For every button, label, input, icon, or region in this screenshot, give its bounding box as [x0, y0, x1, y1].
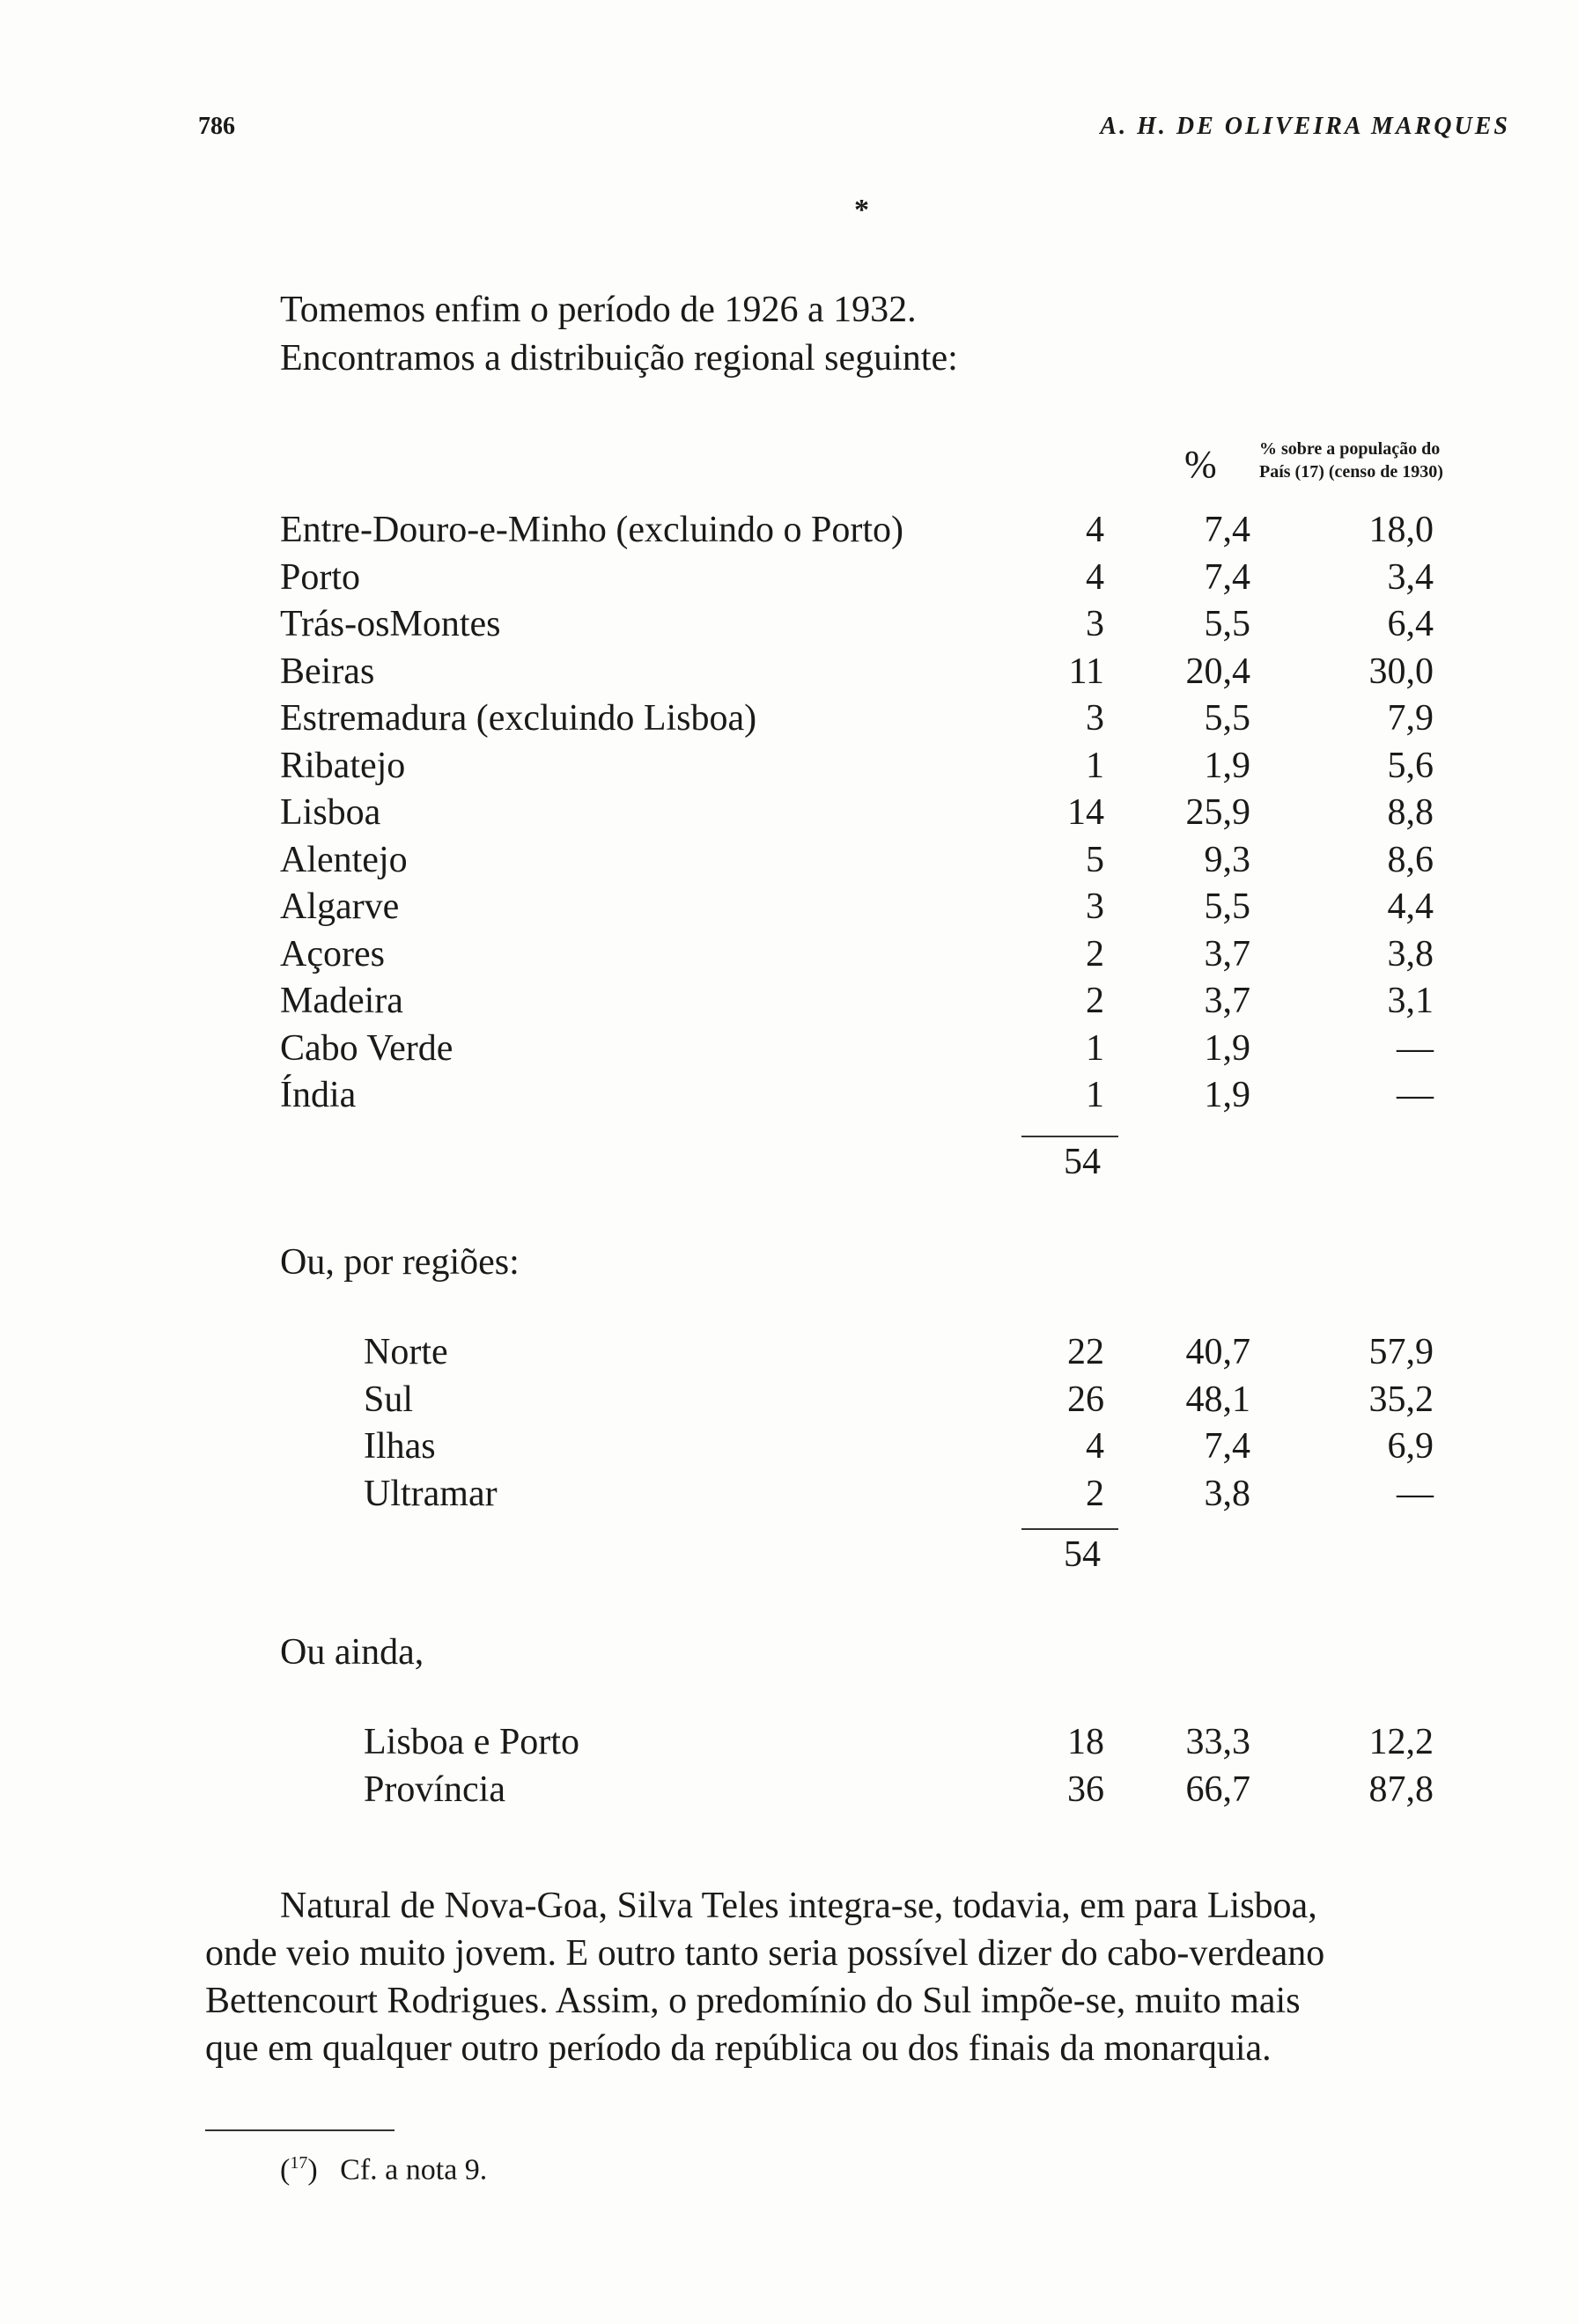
region-row: [0, 651, 1578, 696]
footnote-mark: 17: [290, 2153, 308, 2173]
footnote: ($^{17}$) Cf. a nota 9.: [280, 2153, 488, 2187]
by-region-population-percent: 57,9: [1368, 1332, 1434, 1372]
ainda-heading: Ou ainda,: [280, 1632, 424, 1673]
ainda-percent: 66,7: [1185, 1769, 1250, 1810]
region-label: Porto: [280, 556, 361, 598]
region-row: [0, 556, 1578, 602]
region-label: Lisboa: [280, 792, 381, 833]
by-region-percent: 48,1: [1185, 1379, 1250, 1420]
region-label: Ribatejo: [280, 745, 406, 786]
region-count: 1: [1086, 1027, 1104, 1069]
region-row: [0, 933, 1578, 979]
region-count: 3: [1086, 698, 1104, 739]
region-count: 2: [1086, 981, 1104, 1021]
region-population-percent: —: [1397, 1027, 1434, 1069]
region-count: 2: [1086, 933, 1104, 974]
region-percent: 7,4: [1204, 556, 1250, 598]
by-region-total-rule: [1021, 1528, 1118, 1530]
regions-total: 54: [1064, 1142, 1101, 1182]
intro-line-1: Tomemos enfim o período de 1926 a 1932.: [280, 290, 917, 330]
body-paragraph: [205, 1882, 1539, 2072]
paragraph-line-1: Natural de Nova-Goa, Silva Teles integra-se, todavia, em para Lisboa,: [280, 1886, 1317, 1926]
ainda-percent: 33,3: [1185, 1722, 1250, 1762]
region-population-percent: 5,6: [1387, 745, 1434, 786]
section-ornament: *: [854, 194, 869, 226]
by-region-total: 54: [1064, 1534, 1101, 1575]
intro-line-2: Encontramos a distribuição regional seguinte:: [280, 338, 958, 379]
region-row: [0, 886, 1578, 931]
region-percent: 1,9: [1204, 745, 1250, 786]
region-row: [0, 509, 1578, 555]
by-region-row: [0, 1379, 1578, 1424]
footnote-text: Cf. a nota 9.: [340, 2153, 488, 2187]
paragraph-line-2: onde veio muito jovem. E outro tanto seria possível dizer do cabo-verdeano: [205, 1933, 1325, 1974]
by-region-count: 22: [1067, 1332, 1104, 1372]
paragraph-line-3: Bettencourt Rodrigues. Assim, o predomínio do Sul impõe-se, muito mais: [205, 1981, 1301, 2021]
region-percent: 1,9: [1204, 1075, 1250, 1115]
region-population-percent: 6,4: [1387, 604, 1434, 644]
region-row: [0, 1027, 1578, 1073]
column-header-percent: %: [1184, 443, 1217, 486]
region-row: [0, 839, 1578, 885]
region-row: [0, 697, 1578, 743]
region-population-percent: 3,8: [1387, 933, 1434, 974]
region-population-percent: 3,1: [1387, 981, 1434, 1021]
region-population-percent: 4,4: [1387, 886, 1434, 927]
by-region-row: [0, 1331, 1578, 1377]
ainda-population-percent: 12,2: [1368, 1722, 1434, 1762]
by-region-population-percent: 35,2: [1368, 1379, 1434, 1420]
by-region-label: Norte: [364, 1332, 448, 1372]
region-label: Beiras: [280, 651, 375, 692]
region-row: [0, 980, 1578, 1026]
column-header-population: [1259, 438, 1443, 483]
region-percent: 5,5: [1204, 604, 1250, 644]
region-row: [0, 603, 1578, 649]
by-region-percent: 40,7: [1185, 1332, 1250, 1372]
region-count: 3: [1086, 604, 1104, 644]
by-region-label: Sul: [364, 1379, 414, 1420]
region-count: 1: [1086, 745, 1104, 786]
by-region-population-percent: —: [1397, 1473, 1434, 1514]
region-label: Açores: [280, 933, 385, 974]
region-percent: 9,3: [1204, 839, 1250, 880]
region-label: Entre-Douro-e-Minho (excluindo o Porto): [280, 510, 903, 550]
by-region-heading: Ou, por regiões:: [280, 1242, 520, 1283]
region-population-percent: 8,6: [1387, 839, 1434, 880]
region-row: [0, 791, 1578, 837]
ainda-label: Província: [364, 1769, 505, 1810]
by-region-row: [0, 1473, 1578, 1519]
ainda-row: [0, 1769, 1578, 1814]
paragraph-line-4: que em qualquer outro período da república ou dos finais da monarquia.: [205, 2028, 1272, 2069]
region-percent: 7,4: [1204, 510, 1250, 550]
region-label: Algarve: [280, 886, 400, 927]
region-row: [0, 745, 1578, 791]
ainda-count: 18: [1067, 1722, 1104, 1762]
page-number: 786: [198, 113, 235, 140]
region-percent: 25,9: [1185, 792, 1250, 833]
by-region-percent: 3,8: [1204, 1473, 1250, 1514]
region-population-percent: 8,8: [1387, 792, 1434, 833]
region-label: Estremadura (excluindo Lisboa): [280, 698, 757, 739]
region-label: Madeira: [280, 981, 403, 1021]
region-label: Alentejo: [280, 839, 408, 880]
region-count: 4: [1086, 510, 1104, 550]
region-population-percent: 30,0: [1368, 651, 1434, 692]
region-count: 4: [1086, 556, 1104, 598]
by-region-label: Ilhas: [364, 1426, 436, 1467]
region-percent: 3,7: [1204, 933, 1250, 974]
column-header-population-line-2: País (17) (censo de 1930): [1259, 462, 1443, 482]
region-percent: 3,7: [1204, 981, 1250, 1021]
region-population-percent: 3,4: [1387, 556, 1434, 598]
region-count: 14: [1067, 792, 1104, 833]
region-label: Trás-osMontes: [280, 604, 501, 644]
region-count: 1: [1086, 1075, 1104, 1115]
region-count: 3: [1086, 886, 1104, 927]
region-population-percent: 7,9: [1387, 698, 1434, 739]
region-percent: 5,5: [1204, 698, 1250, 739]
region-population-percent: —: [1397, 1075, 1434, 1115]
by-region-count: 26: [1067, 1379, 1104, 1420]
region-row: [0, 1074, 1578, 1120]
ainda-row: [0, 1721, 1578, 1767]
ainda-population-percent: 87,8: [1368, 1769, 1434, 1810]
region-percent: 5,5: [1204, 886, 1250, 927]
column-header-population-line-1: % sobre a população do: [1259, 439, 1441, 459]
region-label: Índia: [280, 1075, 357, 1115]
by-region-count: 2: [1086, 1473, 1104, 1514]
running-header-author: A. H. DE OLIVEIRA MARQUES: [1100, 113, 1510, 140]
by-region-count: 4: [1086, 1426, 1104, 1467]
region-label: Cabo Verde: [280, 1027, 453, 1069]
region-percent: 1,9: [1204, 1027, 1250, 1069]
region-count: 5: [1086, 839, 1104, 880]
region-percent: 20,4: [1185, 651, 1250, 692]
by-region-label: Ultramar: [364, 1473, 498, 1514]
footnote-rule: [205, 2129, 394, 2131]
by-region-percent: 7,4: [1204, 1426, 1250, 1467]
region-count: 11: [1068, 651, 1104, 692]
ainda-label: Lisboa e Porto: [364, 1722, 579, 1762]
by-region-population-percent: 6,9: [1387, 1426, 1434, 1467]
region-population-percent: 18,0: [1368, 510, 1434, 550]
by-region-row: [0, 1425, 1578, 1471]
regions-total-rule: [1021, 1136, 1118, 1137]
ainda-count: 36: [1067, 1769, 1104, 1810]
